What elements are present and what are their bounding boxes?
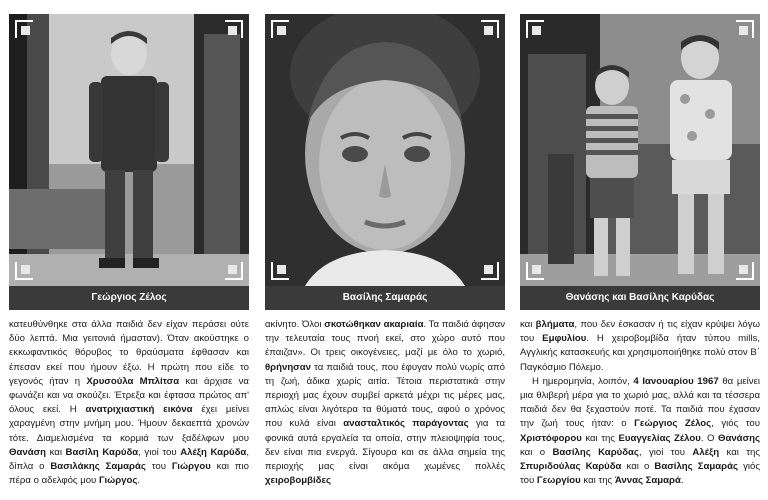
text-run: , γιός του [711, 418, 760, 430]
text-run: Η ημερομηνία, λοιπόν, [532, 375, 634, 387]
photo-vasilis-samaras-image [265, 14, 505, 286]
text-run: , γιοί του [638, 446, 693, 458]
paragraph [520, 318, 760, 375]
emphasis-text: Άννας Σαμαρά [614, 475, 681, 487]
photo-vasilis-samaras [265, 14, 505, 286]
frame-marker [484, 265, 493, 274]
text-run: κατευθύνθηκε στα άλλα παιδιά δεν είχαν περάσει ούτε δύο λεπτά. Μια γειτονιά ήμασταν). Όταν ακούστηκε ο εκκωφαντικός θόρυβος το θραύσματα έφθασαν και έπεσαν εκεί που ήμουν έξω. Η πρώτη που είδε το γεγονός ήταν η [9, 319, 249, 387]
emphasis-text: Χριστόφορου [520, 432, 582, 444]
text-run: ακίνητο. Όλοι [265, 319, 325, 330]
text-run: . [680, 475, 684, 487]
photo-georgios-zelos-image [9, 14, 249, 286]
frame-marker [532, 26, 541, 35]
paragraph [9, 318, 249, 488]
text-run: και της [581, 432, 619, 444]
emphasis-text: Ευαγγελίας Ζέλου [618, 432, 701, 444]
emphasis-text: Εμφυλίου [542, 333, 587, 345]
emphasis-text: χειροβομβίδες [265, 475, 332, 487]
paragraph [265, 318, 505, 488]
emphasis-text: Γιώργος [98, 475, 138, 487]
frame-marker [228, 265, 237, 274]
text-run: θα μείνει μια θλιβερή μέρα για το χωριό μας, αλλά και τα τέσσερα παιδιά δεν θα ξεχαστούν ποτέ. Τα παιδιά που έχασαν την ζωή τους ήταν: ο [520, 375, 760, 430]
text-run: και άρχισε να φωνάζει και να σκούζει. Έτρεξα και έφτασα πρώτος απ' όλους εκεί. Η [9, 375, 249, 416]
frame-marker [277, 265, 286, 274]
text-run: , που δεν έσκασαν ή τις είχαν κρύψει λόγω του [520, 319, 760, 345]
text-run: και ο [520, 446, 553, 458]
article-text-col3 [520, 318, 760, 488]
emphasis-text: Γεωργίου [536, 475, 581, 487]
text-run: για τα φονικά αυτά εργαλεία τα οποία, στην πλειοψηφία τους, δεν είναι πια ενεργά. Σίγουρα και σε άλλα σημεία της περιοχής μας είναι ακόμα χωμένες πολλές [265, 418, 505, 473]
text-run: του [145, 461, 172, 473]
emphasis-text: Σπυριδούλας Καρύδα [520, 461, 622, 473]
emphasis-text: ανατριχιαστική εικόνα [85, 404, 193, 416]
emphasis-text: σκοτώθηκαν ακαριαία [324, 319, 424, 330]
text-run: και [520, 319, 536, 330]
emphasis-text: Θανάσης [717, 432, 760, 444]
text-run: έχει μείνει χαραγμένη στην μνήμη μου. Ήμουν δεκαεπτά χρονών τότε. Διαμελισμένα τα κορμιά των ξαδέλφων μου [9, 404, 249, 444]
caption-thanasis-vasilis-karydas: Θανάσης και Βασίλης Καρύδας [520, 286, 760, 310]
text-run: και της [580, 475, 615, 487]
caption-vasilis-samaras: Βασίλης Σαμαράς [265, 286, 505, 310]
emphasis-text: ανασταλτικός παράγοντας [343, 418, 469, 430]
emphasis-text: 4 Ιανουαρίου 1967 [633, 375, 719, 387]
emphasis-text: Γιώργου [171, 461, 211, 473]
emphasis-text: Βασίλης Καρύδας [552, 446, 639, 458]
emphasis-text: θρήνησαν [265, 361, 311, 373]
frame-marker [21, 26, 30, 35]
paragraph [520, 375, 760, 489]
text-run: , γιοί του [138, 446, 181, 458]
text-run: . Ο [700, 432, 718, 444]
emphasis-text: Αλέξη [692, 446, 720, 458]
photo-thanasis-vasilis-karydas [520, 14, 760, 286]
text-run: . Τα παιδιά άφησαν την τελευταία τους πνοή εκεί, στο χώρο αυτό που έπαιζαν». Οι τρεις οικογένειες, μαζί με όλο το χωριό, [265, 319, 505, 359]
text-run: , δίπλα ο [9, 446, 249, 473]
text-run: . Η χειροβομβίδα ήταν τύπου mills, Αγγλικής κατασκευής και χρησιμοποιήθηκε πολύ στον Β΄ Παγκόσμιο Πόλεμο. [520, 333, 760, 373]
text-run: και της [719, 446, 760, 458]
frame-marker [532, 265, 541, 274]
article-text-col2 [265, 318, 505, 488]
photo-georgios-zelos [9, 14, 249, 286]
column-2 [265, 0, 505, 500]
emphasis-text: Χρυσούλα Μπλίτσα [86, 375, 180, 387]
emphasis-text: Θανάση [9, 446, 47, 458]
caption-georgios-zelos: Γεώργιος Ζέλος [9, 286, 249, 310]
text-run: τα παιδιά τους, που έφυγαν πολύ νωρίς από τη ζωή, άδικα χωρίς αιτία. Τέτοια περιστατικά στην περιοχή μας έχουν συμβεί αρκετά μέχρι τις μέρες μας, απλώς είναι λιγότερα τα θύματά τους, αφού ο χρόνος που κυλά είναι [265, 361, 505, 430]
column-1 [9, 0, 249, 500]
frame-marker [739, 26, 748, 35]
column-3 [520, 0, 760, 500]
emphasis-text: Βασιλάκης Σαμαράς [50, 461, 146, 473]
text-run: και [46, 446, 66, 458]
emphasis-text: Βασίλη Καρύδα [65, 446, 139, 458]
article-text-col1 [9, 318, 249, 488]
emphasis-text: Βασίλης Σαμαράς [654, 461, 739, 473]
frame-marker [739, 265, 748, 274]
text-run: και πιο πέρα ο αδελφός μου [9, 461, 249, 487]
text-run: και ο [621, 461, 655, 473]
frame-marker [21, 265, 30, 274]
text-run: . [137, 475, 141, 487]
frame-marker [228, 26, 237, 35]
frame-marker [484, 26, 493, 35]
text-run: γιός του [520, 461, 760, 487]
frame-marker [277, 26, 286, 35]
emphasis-text: Αλέξη Καρύδα [180, 446, 247, 458]
emphasis-text: Γεώργιος Ζέλος [634, 418, 712, 430]
emphasis-text: βλήματα [535, 319, 575, 330]
photo-thanasis-vasilis-karydas-image [520, 14, 760, 286]
